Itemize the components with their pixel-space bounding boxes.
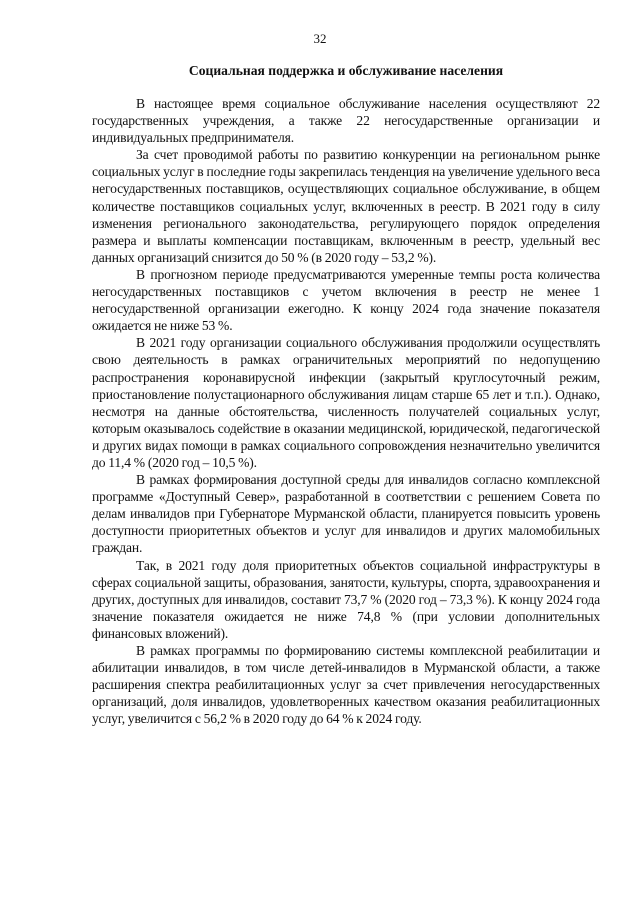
paragraph: В 2021 году организации социального обслуживания продолжили осуществлять свою деятельность в рамках ограничительных мероприятий по недопущению распространения коронавирусной инфекции (закрытый круглосуточный режим, приостановление полустационарного обслуживания лицам старше 65 лет и т.п.). Однако, несмотря на данные обстоятельства, численность получателей социальных услуг, которым оказывалось содействие в оказании медицинской, юридической, педагогической и других видах помощи в рамках социального сопровождения незначительно увеличится до 11,4 % (2020 год – 10,5 %). (92, 335, 600, 470)
paragraph: Так, в 2021 году доля приоритетных объектов социальной инфраструктуры в сферах социальной защиты, образования, занятости, культуры, спорта, здравоохранения и других, доступных для инвалидов, составит 73,7 % (2020 год – 73,3 %). К концу 2024 года значение показателя ожидается не ниже 74,8 % (при условии дополнительных финансовых вложений). (92, 557, 600, 641)
paragraph: В рамках программы по формированию системы комплексной реабилитации и абилитации инвалидов, в том числе детей-инвалидов в Мурманской области, а также расширения спектра реабилитационных услуг за счет привлечения негосударственных организаций, доля инвалидов, удовлетворенных качеством оказания реабилитационных услуг, увеличится с 56,2 % в 2020 году до 64 % к 2024 году. (92, 643, 600, 727)
section-heading: Социальная поддержка и обслуживание населения (188, 63, 504, 78)
paragraph: В рамках формирования доступной среды для инвалидов согласно комплексной программе «Доступный Север», разработанной в соответствии с решением Совета по делам инвалидов при Губернаторе Мурманской области, планируется повысить уровень доступности приоритетных объектов и услуг для инвалидов и других маломобильных граждан. (92, 472, 600, 556)
paragraph: В настоящее время социальное обслуживание населения осуществляют 22 государственных учреждения, а также 22 негосударственные организации и индивидуальных предпринимателя. (92, 96, 600, 146)
body-text (92, 95, 600, 727)
page-number: 32 (313, 31, 327, 46)
paragraph: За счет проводимой работы по развитию конкуренции на региональном рынке социальных услуг в последние годы закрепилась тенденция на увеличение удельного веса негосударственных поставщиков, осуществляющих социальное обслуживание, в общем количестве поставщиков социальных услуг, включенных в реестр. В 2021 году в силу изменения регионального законодательства, регулирующего порядок определения размера и выплаты компенсации поставщикам, включенным в реестр, удельный вес данных организаций снизится до 50 % (в 2020 году – 53,2 %). (92, 147, 600, 265)
paragraph: В прогнозном периоде предусматриваются умеренные темпы роста количества негосударственных поставщиков с учетом включения в реестр не менее 1 негосударственной организации ежегодно. К концу 2024 года значение показателя ожидается не ниже 53 %. (92, 266, 600, 334)
